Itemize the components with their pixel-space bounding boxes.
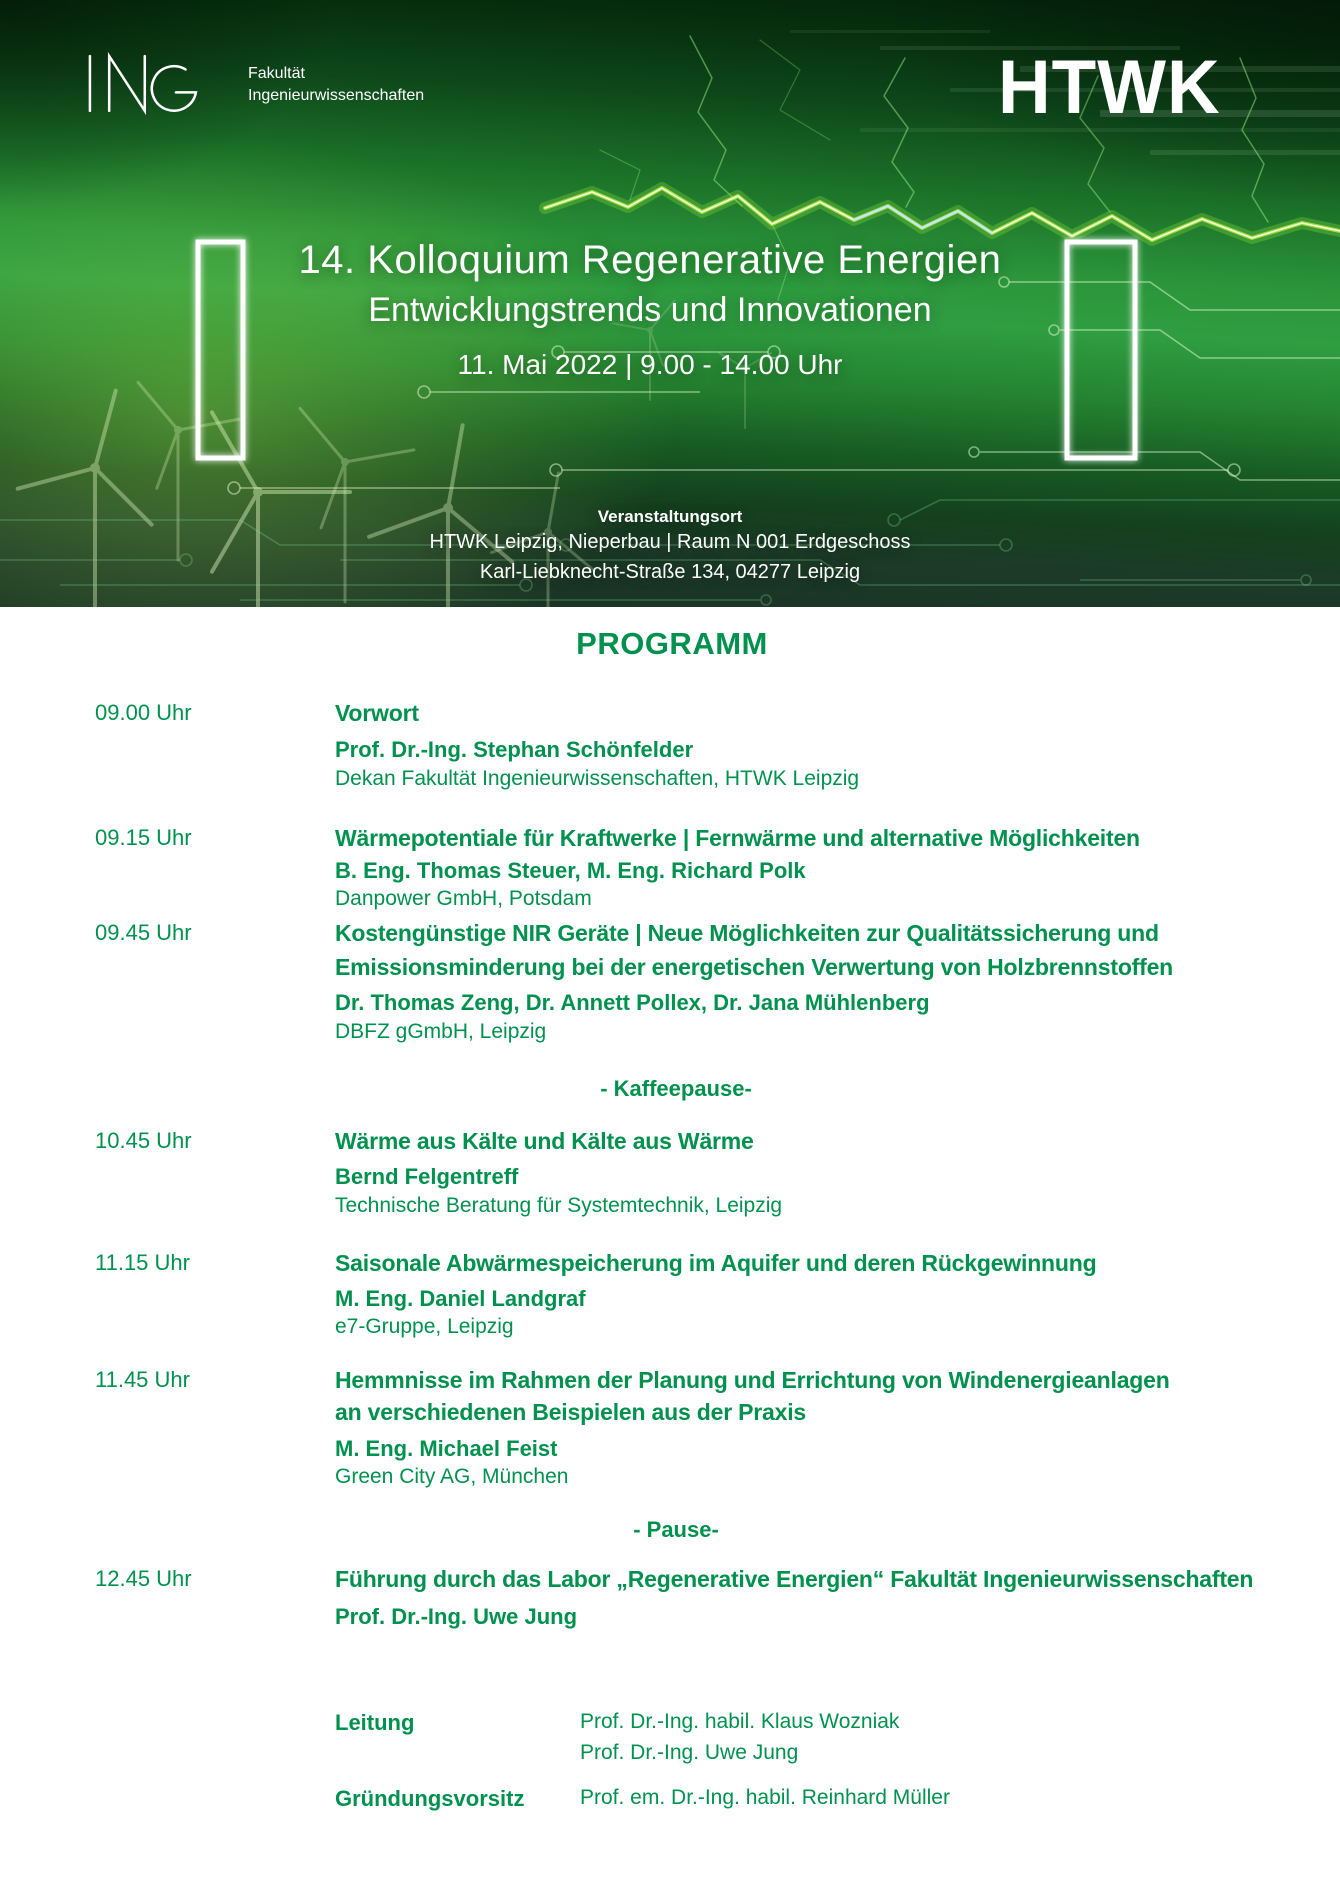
- break-label-pause: - Pause-: [633, 1517, 719, 1542]
- entry-speakers: Bernd Felgentreff: [335, 1164, 519, 1189]
- entry-title: Saisonale Abwärmespeicherung im Aquifer und deren Rückgewinnung: [335, 1250, 1097, 1276]
- venue-line1: HTWK Leipzig, Nieperbau | Raum N 001 Erdgeschoss: [429, 531, 911, 553]
- entry-affiliation: Green City AG, München: [335, 1465, 569, 1488]
- program-heading: PROGRAMM: [576, 626, 768, 661]
- entry-time: 10.45 Uhr: [95, 1128, 192, 1153]
- entry-speakers: M. Eng. Michael Feist: [335, 1436, 558, 1461]
- leitung-name-2: Prof. Dr.-Ing. Uwe Jung: [580, 1741, 799, 1764]
- entry-time: 09.00 Uhr: [95, 700, 192, 725]
- faculty-line1: Fakultät: [248, 65, 305, 82]
- entry-title-line1: Hemmnisse im Rahmen der Planung und Errichtung von Windenergieanlagen: [335, 1367, 1170, 1393]
- leitung-label: Leitung: [335, 1710, 415, 1735]
- entry-title: Wärmepotentiale für Kraftwerke | Fernwärme und alternative Möglichkeiten: [335, 825, 1140, 851]
- break-label-kaffeepause: - Kaffeepause-: [600, 1076, 752, 1101]
- entry-affiliation: DBFZ gGmbH, Leipzig: [335, 1020, 547, 1043]
- entry-speakers: Prof. Dr.-Ing. Uwe Jung: [335, 1604, 578, 1629]
- entry-speakers: M. Eng. Daniel Landgraf: [335, 1286, 586, 1311]
- venue-label: Veranstaltungsort: [597, 507, 743, 526]
- entry-title: Führung durch das Labor „Regenerative Energien“ Fakultät Ingenieurwissenschaften: [335, 1566, 1254, 1592]
- entry-time: 09.45 Uhr: [95, 920, 192, 945]
- event-subtitle: Entwicklungstrends und Innovationen: [368, 291, 932, 329]
- venue-line2: Karl-Liebknecht-Straße 134, 04277 Leipzig: [479, 561, 861, 583]
- entry-speakers: Prof. Dr.-Ing. Stephan Schönfelder: [335, 737, 694, 762]
- entry-affiliation: Technische Beratung für Systemtechnik, Leipzig: [335, 1194, 783, 1217]
- entry-title-line2: Emissionsminderung bei der energetischen Verwertung von Holzbrennstoffen: [335, 954, 1174, 980]
- entry-speakers: B. Eng. Thomas Steuer, M. Eng. Richard Polk: [335, 858, 806, 883]
- entry-time: 11.15 Uhr: [95, 1250, 190, 1275]
- entry-affiliation: Danpower GmbH, Potsdam: [335, 887, 592, 910]
- leitung-name-1: Prof. Dr.-Ing. habil. Klaus Wozniak: [580, 1710, 900, 1733]
- entry-speakers: Dr. Thomas Zeng, Dr. Annett Pollex, Dr. Jana Mühlenberg: [335, 990, 930, 1015]
- faculty-line2: Ingenieurwissenschaften: [248, 87, 425, 104]
- entry-title-line1: Kostengünstige NIR Geräte | Neue Möglichkeiten zur Qualitätssicherung und: [335, 920, 1159, 946]
- event-datetime: 11. Mai 2022 | 9.00 - 14.00 Uhr: [457, 349, 843, 380]
- header-banner: [0, 0, 1340, 607]
- entry-title-line2: an verschiedenen Beispielen aus der Praxis: [335, 1399, 806, 1425]
- htwk-logo: HTWK: [998, 45, 1221, 130]
- ing-faculty-logo: [84, 50, 210, 122]
- faculty-name: [248, 63, 424, 107]
- ing-logo-glyphs: [84, 50, 210, 117]
- gruendungsvorsitz-name: Prof. em. Dr.-Ing. habil. Reinhard Müller: [580, 1786, 950, 1809]
- entry-time: 12.45 Uhr: [95, 1566, 192, 1591]
- entry-title: Vorwort: [335, 700, 419, 726]
- entry-affiliation: Dekan Fakultät Ingenieurwissenschaften, HTWK Leipzig: [335, 767, 860, 790]
- entry-title: Wärme aus Kälte und Kälte aus Wärme: [335, 1128, 754, 1154]
- gruendungsvorsitz-label: Gründungsvorsitz: [335, 1786, 525, 1811]
- entry-affiliation: e7-Gruppe, Leipzig: [335, 1315, 514, 1338]
- event-title: 14. Kolloquium Regenerative Energien: [298, 238, 1002, 282]
- entry-time: 11.45 Uhr: [95, 1367, 190, 1392]
- entry-time: 09.15 Uhr: [95, 825, 192, 850]
